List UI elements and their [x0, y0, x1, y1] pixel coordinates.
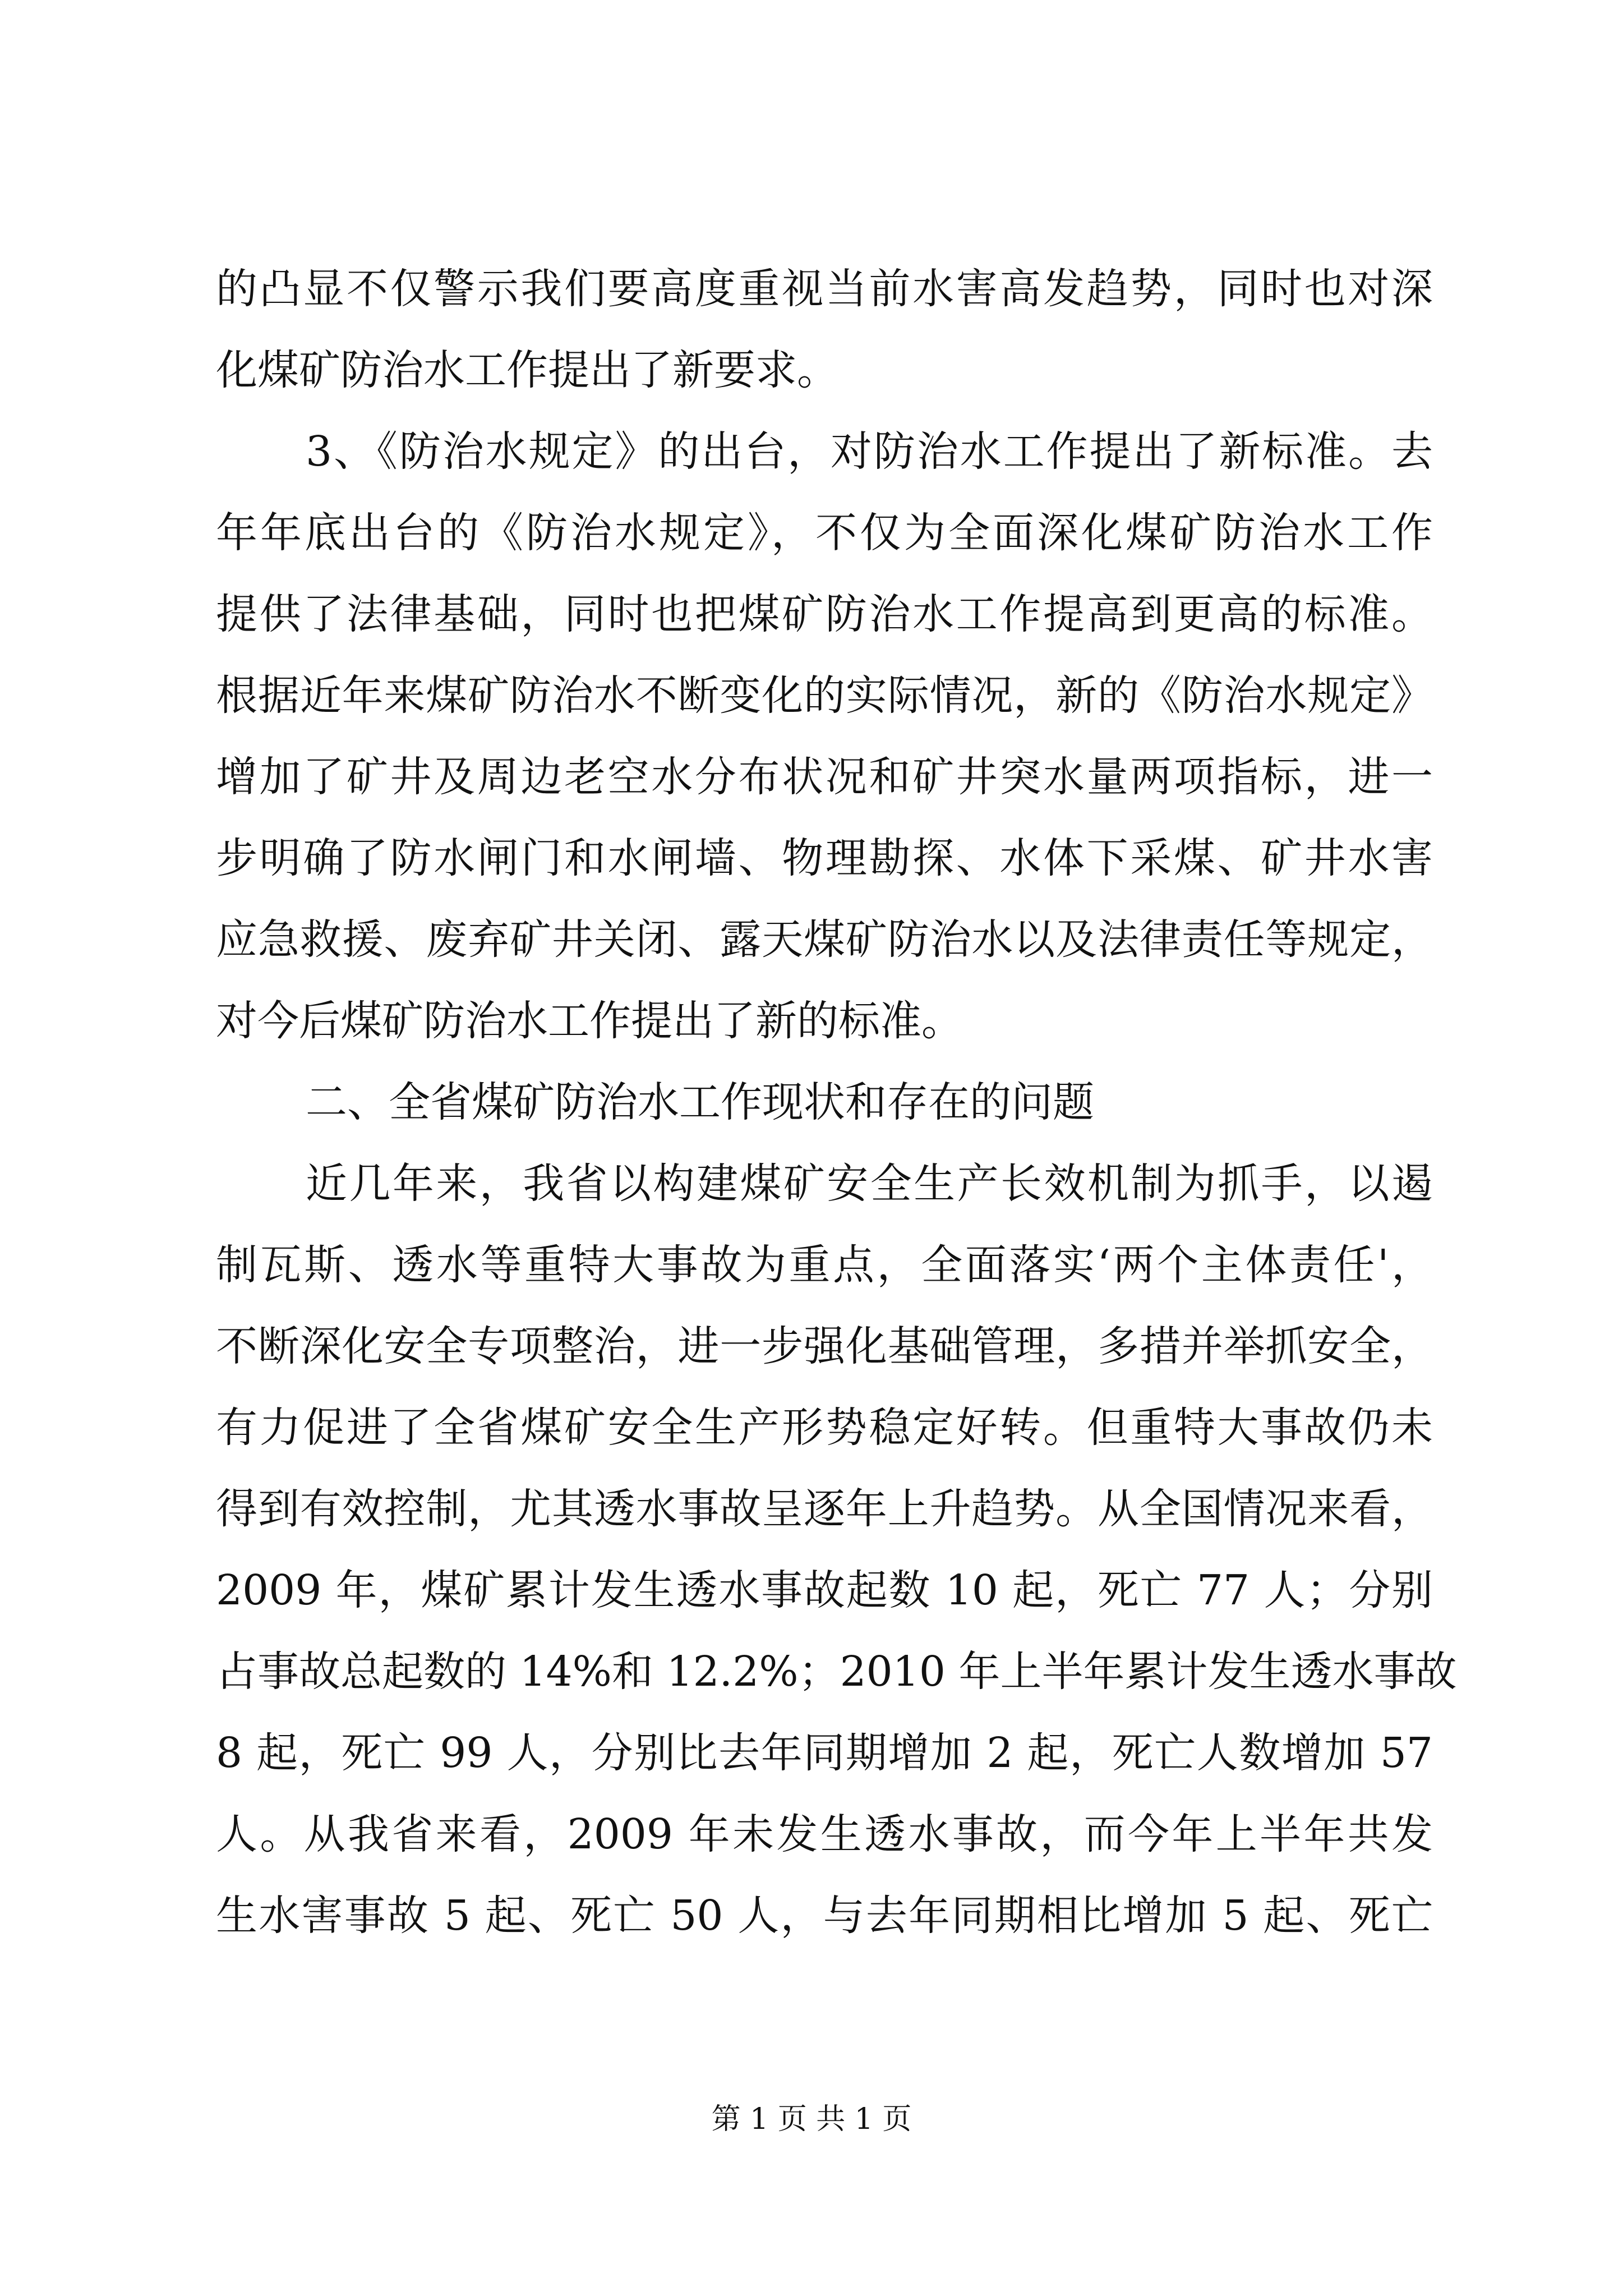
text-line: 制瓦斯、透水等重特大事故为重点，全面落实‘两个主体责任'， — [216, 1241, 1433, 1289]
text-line: 的凸显不仅警示我们要高度重视当前水害高发趋势，同时也对深 — [216, 265, 1433, 313]
text-line: 二、全省煤矿防治水工作现状和存在的问题 — [306, 1078, 1094, 1126]
document-body — [216, 264, 1457, 1972]
page-footer: 第 1 页 共 1 页 — [711, 2102, 912, 2136]
text-line: 2009 年，煤矿累计发生透水事故起数 10 起，死亡 77 人；分别 — [216, 1566, 1433, 1614]
text-line: 人。从我省来看，2009 年未发生透水事故，而今年上半年共发 — [216, 1810, 1433, 1858]
text-line: 8 起，死亡 99 人，分别比去年同期增加 2 起，死亡人数增加 57 — [216, 1729, 1433, 1777]
text-line: 有力促进了全省煤矿安全生产形势稳定好转。但重特大事故仍未 — [216, 1404, 1433, 1452]
text-line: 3、《防治水规定》的出台，对防治水工作提出了新标准。去 — [306, 427, 1433, 476]
text-line: 增加了矿井及周边老空水分布状况和矿井突水量两项指标，进一 — [216, 753, 1433, 801]
text-line: 近几年来，我省以构建煤矿安全生产长效机制为抓手，以遏 — [306, 1159, 1433, 1208]
text-line: 占事故总起数的 14%和 12.2%；2010 年上半年累计发生透水事故 — [216, 1648, 1457, 1696]
text-line: 提供了法律基础，同时也把煤矿防治水工作提高到更高的标准。 — [216, 590, 1433, 638]
text-line: 不断深化安全专项整治，进一步强化基础管理，多措并举抓安全， — [216, 1322, 1433, 1370]
text-line: 应急救援、废弃矿井关闭、露天煤矿防治水以及法律责任等规定， — [216, 915, 1433, 964]
text-line: 化煤矿防治水工作提出了新要求。 — [216, 346, 838, 394]
text-line: 年年底出台的《防治水规定》，不仅为全面深化煤矿防治水工作 — [216, 509, 1433, 557]
text-line: 对今后煤矿防治水工作提出了新的标准。 — [216, 997, 963, 1045]
text-line: 生水害事故 5 起、死亡 50 人，与去年同期相比增加 5 起、死亡 — [216, 1892, 1433, 1940]
text-line: 根据近年来煤矿防治水不断变化的实际情况，新的《防治水规定》 — [216, 671, 1433, 720]
text-line: 得到有效控制，尤其透水事故呈逐年上升趋势。从全国情况来看， — [216, 1485, 1433, 1533]
text-line: 步明确了防水闸门和水闸墙、物理勘探、水体下采煤、矿井水害 — [216, 834, 1433, 882]
